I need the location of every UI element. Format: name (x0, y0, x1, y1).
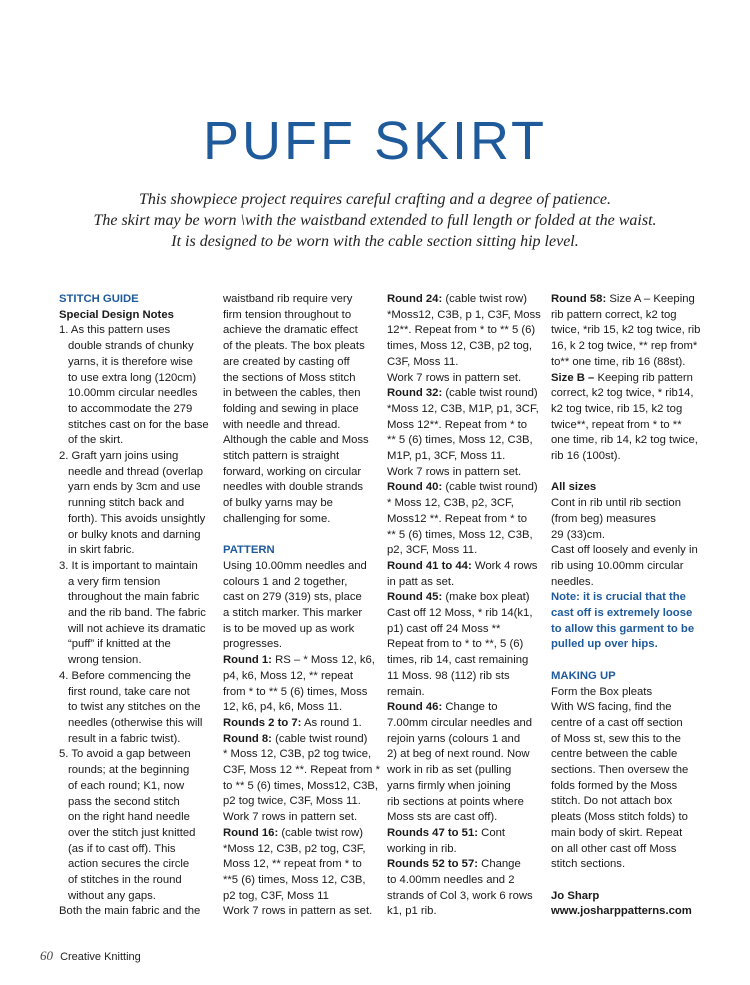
round-text: (make box pleat) (442, 591, 530, 604)
round-text: Keeping rib pattern (594, 371, 693, 384)
round-label: Rounds 47 to 51: (387, 826, 479, 839)
text-line: k2 tog twice, rib 15, k2 tog (551, 402, 683, 415)
text-line: without any gaps. (68, 889, 156, 902)
round-first-line (223, 826, 383, 842)
round-16 (223, 826, 383, 920)
stitch-guide-heading: STITCH GUIDE (59, 293, 139, 305)
intro-paragraph (40, 189, 710, 252)
text-line: 4. Before commencing the (59, 669, 191, 682)
round-first-line (387, 857, 547, 873)
text-line: needles (otherwise this will (68, 716, 203, 729)
text-line: C3F, Moss 11. (387, 355, 459, 368)
text-line: stitch sections. (551, 858, 626, 871)
text-line: rounds; at the beginning (68, 764, 190, 777)
text-line: Moss12 **. Repeat from * to (387, 512, 528, 525)
text-line: working in rib. (387, 842, 457, 855)
round-1 (223, 653, 383, 716)
text-line: forth). This avoids unsightly (68, 512, 206, 525)
rounds-2-7 (223, 716, 383, 732)
text-line: centre of a cast off section (551, 716, 683, 729)
text-line: M1P, p1, 3CF, Moss 11. (387, 450, 506, 463)
text-line: progresses. (223, 638, 283, 651)
text-line: ** 5 (6) times, Moss 12, C3B, (387, 528, 533, 541)
round-first-line (223, 732, 383, 748)
author-website[interactable]: www.josharppatterns.com (551, 905, 692, 918)
text-line: centre between the cable (551, 748, 678, 761)
text-line: Work 7 rows in pattern set. (387, 371, 522, 384)
text-line: of the pleats. The box pleats (223, 340, 365, 353)
text-line: 11 Moss. 98 (112) rib sts (387, 669, 510, 682)
round-first-line (387, 292, 547, 308)
text-line: Work 7 rows in pattern set. (387, 465, 522, 478)
text-line: of the skirt. (68, 434, 124, 447)
round-label: Rounds 52 to 57: (387, 858, 479, 871)
text-line: stitches cast on for the base (68, 418, 209, 431)
text-line: pleats (Moss stitch folds) to (551, 811, 688, 824)
round-label: Round 1: (223, 654, 272, 667)
text-line: challenging for some. (223, 512, 331, 525)
text-line: 12, k6, p4, k6, Moss 11. (223, 701, 343, 714)
notes-continued (223, 292, 383, 528)
text-line: p1) cast off 24 Moss ** (387, 622, 501, 635)
text-line: in between the cables, then (223, 387, 361, 400)
text-line: With WS facing, find the (551, 701, 672, 714)
round-text: As round 1. (301, 716, 362, 729)
page-footer (40, 948, 141, 964)
text-line: from * to ** 5 (6) times, Moss (223, 685, 368, 698)
text-line: a stitch marker. This marker (223, 607, 363, 620)
text-line: Form the Box pleats (551, 685, 653, 698)
text-line: or bulky knots and darning (68, 528, 201, 541)
text-line: rib sections at points where (387, 795, 524, 808)
text-line: needles with double strands (223, 481, 364, 494)
round-24 (387, 292, 547, 386)
text-line: “puff” if knitted at the (68, 638, 171, 651)
special-notes-subheading: Special Design Notes (59, 308, 174, 321)
pattern-intro (223, 559, 383, 653)
text-line: p4, k6, Moss 12, ** repeat (223, 669, 353, 682)
text-line: yarn ends by 3cm and use (68, 481, 201, 494)
round-first-line (387, 826, 547, 842)
round-text: (cable twist round) (442, 481, 538, 494)
round-label: Round 24: (387, 293, 443, 305)
text-line: with needle and thread. (223, 418, 341, 431)
round-45 (387, 590, 547, 700)
text-line: Repeat from to * to **, 5 (6) (387, 638, 524, 651)
round-label: Round 46: (387, 701, 443, 714)
text-line: remain. (387, 685, 425, 698)
text-line: 2. Graft yarn joins using (59, 450, 179, 463)
text-line: 3. It is important to maintain (59, 559, 198, 572)
text-line: (as if to cast off). This (68, 842, 176, 855)
text-line: 12**. Repeat from * to ** 5 (6) (387, 324, 536, 337)
text-line: stitch pattern is straight (223, 450, 340, 463)
text-line: 29 (33)cm. (551, 528, 605, 541)
text-line: p2, 3CF, Moss 11. (387, 544, 478, 557)
column-stitch-guide (59, 292, 219, 920)
text-line: cast on 279 (319) sts, place (223, 591, 362, 604)
text-line: ** 5 (6) times, Moss 12, C3B, (387, 434, 533, 447)
text-line: running stitch back and (68, 497, 185, 510)
round-text: Cont (478, 826, 506, 839)
text-line: to allow this garment to be (551, 622, 695, 635)
round-first-line (387, 480, 547, 496)
text-line: C3F, Moss 12 **. Repeat from * (223, 764, 380, 777)
round-first-line (551, 371, 711, 387)
text-line: one time, rib 14, k2 tog twice, (551, 434, 698, 447)
round-label: Round 40: (387, 481, 443, 494)
text-line: 2) at beg of next round. Now (387, 748, 530, 761)
text-line: a very firm tension (68, 575, 161, 588)
round-32 (387, 386, 547, 480)
text-line: and the rib band. The fabric (68, 607, 206, 620)
column-finishing (551, 292, 711, 920)
text-line: times, rib 14, cast remaining (387, 654, 529, 667)
column-pattern (223, 292, 383, 920)
text-line: to ** 5 (6) times, Moss12, C3B, (223, 779, 379, 792)
text-line: folding and sewing in place (223, 402, 359, 415)
text-line: firm tension throughout to (223, 308, 352, 321)
text-line: k1, p1 rib. (387, 905, 437, 918)
text-line: twice, *rib 15, k2 tog twice, rib (551, 324, 701, 337)
text-line: 1. As this pattern uses (59, 324, 171, 337)
round-41-44 (387, 559, 547, 590)
text-line: to 4.00mm needles and 2 (387, 874, 515, 887)
size-b (551, 371, 711, 465)
intro-line: The skirt may be worn \with the waistband extended to full length or folded at the waist. (93, 212, 657, 229)
text-line: stitch. Do not attach box (551, 795, 673, 808)
text-line: Moss 12, ** repeat from * to (223, 858, 362, 871)
text-line: of each round; K1, now (68, 779, 185, 792)
text-line: * Moss 12, C3B, p2 tog twice, (223, 748, 372, 761)
text-line: needle and thread (overlap (68, 465, 204, 478)
round-46 (387, 700, 547, 826)
text-line: Cast off 12 Moss, * rib 14(k1, (387, 607, 533, 620)
all-sizes-text (551, 496, 711, 590)
text-line: waistband rib require very (223, 293, 353, 305)
text-line: is to be moved up as work (223, 622, 355, 635)
author-name: Jo Sharp (551, 889, 600, 902)
round-text: Change (478, 858, 521, 871)
text-line: Note: it is crucial that the (551, 591, 686, 604)
text-line: yarns, it is therefore wise (68, 355, 193, 368)
round-58 (551, 292, 711, 371)
round-first-line (387, 386, 547, 402)
text-line: over the stitch just knitted (68, 826, 196, 839)
text-line: Moss sts are cast off). (387, 811, 498, 824)
round-text: RS – * Moss 12, k6, (271, 654, 375, 667)
text-line: to twist any stitches on the (68, 701, 201, 714)
text-line: Using 10.00mm needles and (223, 559, 367, 572)
text-line: on all other cast off Moss (551, 842, 677, 855)
round-label: Round 41 to 44: (387, 559, 472, 572)
text-line: of bulky yarns may be (223, 497, 333, 510)
text-line: colours 1 and 2 together, (223, 575, 348, 588)
text-line: rejoin yarns (colours 1 and (387, 732, 521, 745)
round-40 (387, 480, 547, 559)
text-line: * Moss 12, C3B, p2, 3CF, (387, 497, 514, 510)
text-line: folds formed by the Moss (551, 779, 678, 792)
text-line: *Moss 12, C3B, M1P, p1, 3CF, (387, 402, 539, 415)
text-line: on the right hand needle (68, 811, 190, 824)
text-line: correct, k2 tog twice, * rib14, (551, 387, 694, 400)
text-line: cast off is extremely loose (551, 607, 693, 620)
round-text: (cable twist round) (271, 732, 368, 745)
text-line: result in a fabric twist). (68, 732, 181, 745)
text-line: to accommodate the 279 (68, 402, 193, 415)
text-line: main body of skirt. Repeat (551, 826, 683, 839)
text-line: yarns firmly when joining (387, 779, 511, 792)
round-first-line (223, 653, 383, 669)
all-sizes-label: All sizes (551, 481, 597, 494)
intro-line: This showpiece project requires careful crafting and a degree of patience. (138, 191, 612, 208)
round-text: Size A – Keeping (606, 293, 695, 305)
text-line: **5 (6) times, Moss 12, C3B, (223, 874, 366, 886)
text-line: *Moss12, C3B, p 1, C3F, Moss (387, 308, 541, 321)
text-line: Although the cable and Moss (223, 434, 369, 447)
round-label: Round 16: (223, 826, 279, 839)
text-line: work in rib as set (pulling (387, 764, 512, 777)
round-first-line (387, 559, 547, 575)
round-label: Round 32: (387, 387, 443, 400)
round-label: Round 58: (551, 293, 607, 305)
page-title: PUFF SKIRT (202, 111, 548, 171)
text-line: strands of Col 3, work 6 rows (387, 889, 533, 902)
round-8 (223, 732, 383, 826)
text-line: action secures the circle (68, 858, 190, 871)
round-label: Size B – (551, 371, 595, 384)
publication-name: Creative Knitting (60, 951, 141, 963)
rounds-47-51 (387, 826, 547, 857)
text-line: *Moss 12, C3B, p2 tog, C3F, (223, 842, 366, 855)
text-line: Work 7 rows in pattern as set. (223, 905, 373, 918)
round-text: Work 4 rows (471, 559, 538, 572)
text-line: double strands of chunky (68, 340, 194, 353)
text-line: p2 tog, C3F, Moss 11 (223, 889, 329, 902)
text-line: the sections of Moss stitch (223, 371, 356, 384)
text-line: are created by casting off (223, 355, 350, 368)
round-first-line (551, 292, 711, 308)
round-first-line (387, 590, 547, 606)
pattern-heading: PATTERN (223, 544, 275, 557)
making-up-heading: MAKING UP (551, 669, 616, 682)
page-number: 60 (40, 948, 53, 963)
design-notes-list (59, 323, 219, 920)
text-line: Cont in rib until rib section (551, 497, 681, 510)
text-line: Work 7 rows in pattern set. (223, 811, 358, 824)
round-text: (cable twist row) (278, 826, 363, 839)
rounds-52-57 (387, 857, 547, 920)
text-line: twice**, repeat from * to ** (551, 418, 682, 431)
text-line: first round, take care not (68, 685, 190, 698)
text-line: in patt as set. (387, 575, 455, 588)
text-line: of Moss st, sew this to the (551, 732, 681, 745)
text-line: sections. Then oversew the (551, 764, 689, 777)
text-line: pulled up over hips. (551, 638, 658, 651)
text-line: wrong tension. (68, 654, 142, 667)
round-text: (cable twist round) (442, 387, 538, 400)
text-line: rib using 10.00mm circular (551, 559, 684, 572)
column-rounds (387, 292, 547, 920)
important-note (551, 590, 711, 653)
text-line: Cast off loosely and evenly in (551, 544, 698, 557)
text-line: in skirt fabric. (68, 544, 135, 557)
round-text: (cable twist row) (442, 293, 527, 305)
round-text: Change to (442, 701, 498, 714)
text-line: of stitches in the round (68, 874, 182, 887)
round-label: Round 8: (223, 732, 272, 745)
text-line: needles. (551, 575, 594, 588)
text-line: throughout the main fabric (68, 591, 200, 604)
text-line: times, Moss 12, C3B, p2 tog, (387, 340, 533, 353)
text-line: (from beg) measures (551, 512, 656, 525)
text-line: will not achieve its dramatic (68, 622, 206, 635)
text-line: pass the second stitch (68, 795, 180, 808)
round-first-line (387, 700, 547, 716)
text-line: 16, k 2 tog twice, ** rep from* (551, 340, 698, 353)
round-label: Round 45: (387, 591, 443, 604)
text-line: to use extra long (120cm) (68, 371, 197, 384)
text-line: rib 16 (100st). (551, 450, 621, 463)
text-line: achieve the dramatic effect (223, 324, 358, 337)
text-line: to** one time, rib 16 (88st). (551, 355, 686, 368)
text-line: Moss 12**. Repeat from * to (387, 418, 528, 431)
text-line: forward, working on circular (223, 465, 362, 478)
intro-line: It is designed to be worn with the cable section sitting hip level. (171, 233, 579, 250)
text-line: rib pattern correct, k2 tog (551, 308, 677, 321)
making-up-text (551, 685, 711, 873)
text-line: 10.00mm circular needles (68, 387, 198, 400)
text-line: 7.00mm circular needles and (387, 716, 533, 729)
text-line: Both the main fabric and the (59, 905, 201, 918)
text-line: 5. To avoid a gap between (59, 748, 191, 761)
round-label: Rounds 2 to 7: (223, 716, 302, 729)
text-line: p2 tog twice, C3F, Moss 11. (223, 795, 361, 808)
